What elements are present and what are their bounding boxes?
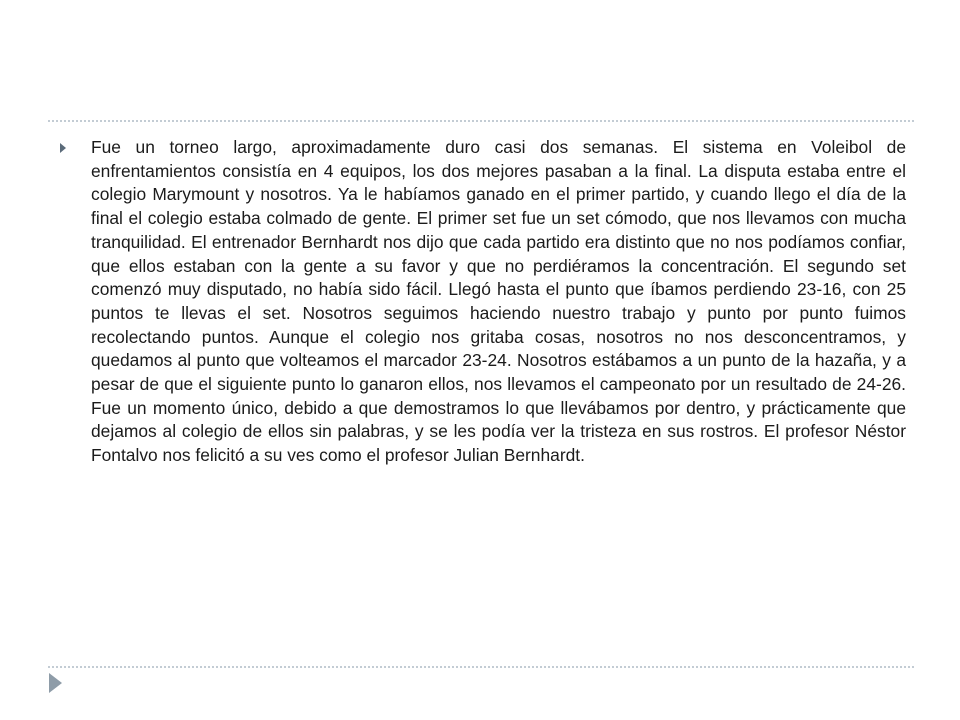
bullet-item — [56, 136, 906, 468]
next-slide-arrow-icon[interactable] — [49, 673, 62, 693]
top-divider — [48, 120, 914, 122]
bottom-divider — [48, 666, 914, 668]
slide-body — [56, 136, 906, 468]
triangle-bullet-icon — [60, 143, 66, 153]
bullet-paragraph: Fue un torneo largo, aproximadamente duro casi dos semanas. El sistema en Voleibol de enfrentamientos consistía en 4 equipos, los dos mejores pasaban a la final. La disputa estaba entre el colegio Marymount y nosotros. Ya le habíamos ganado en el primer partido, y cuando llego el día de la final el colegio estaba colmado de gente. El primer set fue un set cómodo, que nos llevamos con mucha tranquilidad. El entrenador Bernhardt nos dijo que cada partido era distinto que no nos podíamos confiar, que ellos estaban con la gente a su favor y que no perdiéramos la concentración. El segundo set comenzó muy disputado, no había sido fácil. Llegó hasta el punto que íbamos perdiendo 23-16, con 25 puntos te llevas el set. Nosotros seguimos haciendo nuestro trabajo y punto por punto fuimos recolectando puntos. Aunque el colegio nos gritaba cosas, nosotros no nos desconcentramos, y quedamos al punto que volteamos el marcador 23-24. Nosotros estábamos a un punto de la hazaña, y a pesar de que el siguiente punto lo ganaron ellos, nos llevamos el campeonato por un resultado de 24-26. Fue un momento único, debido a que demostramos lo que llevábamos por dentro, y prácticamente que dejamos al colegio de ellos sin palabras, y se les podía ver la tristeza en sus rostros. El profesor Néstor Fontalvo nos felicitó a su ves como el profesor Julian Bernhardt. — [91, 137, 906, 466]
